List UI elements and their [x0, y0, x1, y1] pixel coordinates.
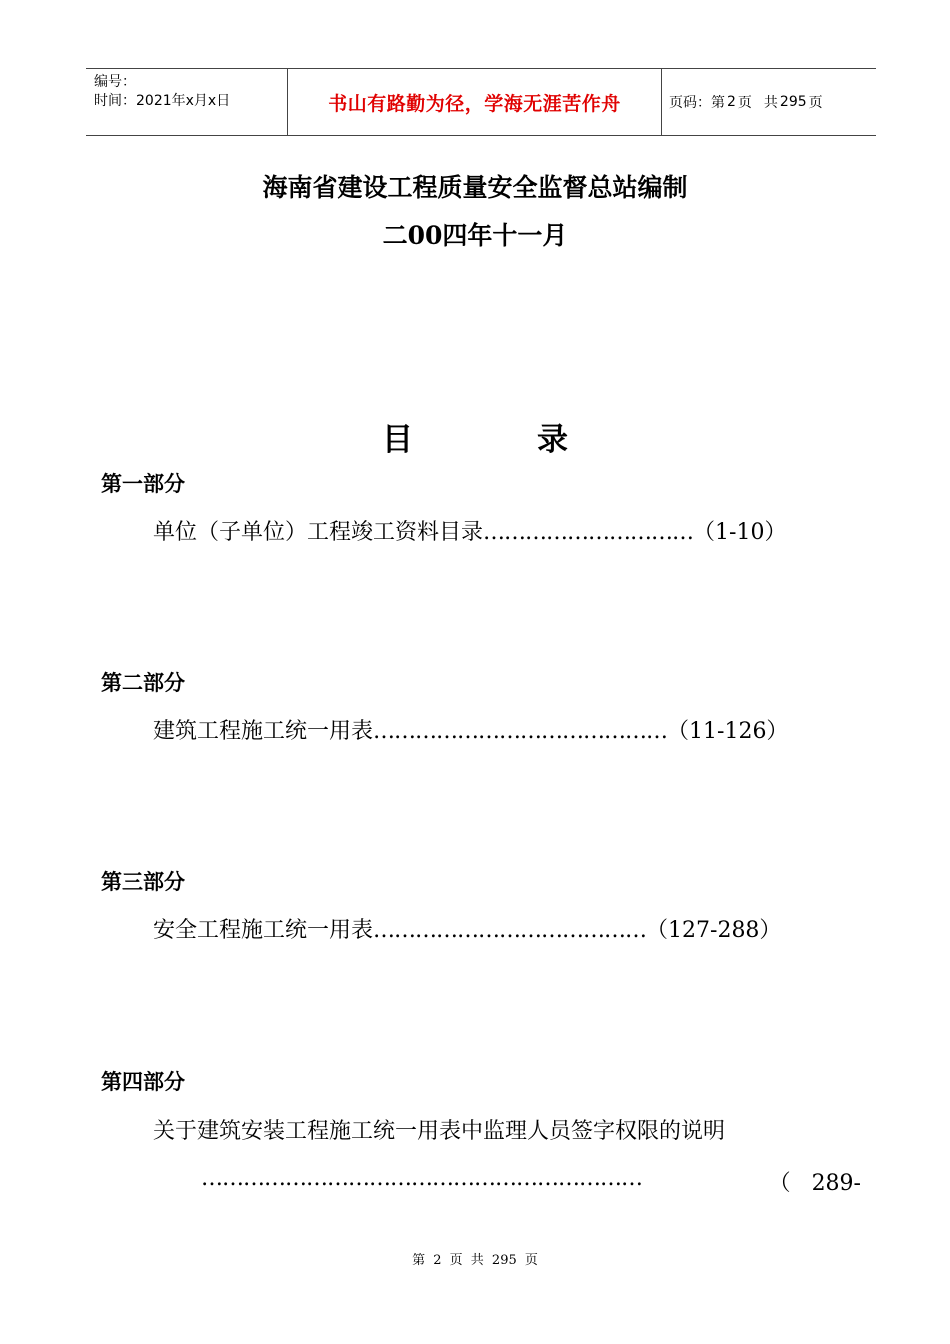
part-2-heading: 第二部分 — [101, 671, 185, 695]
doc-time-label: 时间：2021年x月x日 — [94, 93, 231, 109]
toc-entry-2-dots: …………………………………… — [373, 719, 668, 744]
total-label: 共 — [763, 95, 778, 111]
toc-entry-1-dots: ………………………… — [483, 520, 694, 545]
toc-entry-1-range: （1-10） — [693, 520, 787, 545]
author-line: 海南省建设工程质量安全监督总站编制 — [262, 173, 688, 202]
header-page-info — [669, 69, 825, 135]
toc-entry-4-range-open: （ — [768, 1171, 791, 1196]
page-header — [86, 68, 876, 136]
header-motto: 书山有路勤为径，学海无涯苦作舟 — [287, 69, 662, 135]
page-footer: 第 2 页 共 295 页 — [412, 1253, 538, 1268]
part-4-heading: 第四部分 — [101, 1070, 185, 1094]
toc-entry-3-text: 安全工程施工统一用表 — [153, 918, 374, 943]
toc-entry-4-line2[interactable] — [201, 1166, 861, 1197]
toc-entry-4-text[interactable]: 关于建筑安装工程施工统一用表中监理人员签字权限的说明 — [153, 1119, 726, 1144]
header-meta — [94, 73, 230, 111]
toc-entry-3-range: （127-288） — [646, 918, 782, 943]
part-1-heading: 第一部分 — [101, 472, 185, 496]
date-line: 二00四年十一月 — [382, 221, 568, 250]
toc-entry-1[interactable] — [101, 508, 861, 558]
toc-entry-2-text: 建筑工程施工统一用表 — [153, 719, 374, 744]
toc-entry-3[interactable] — [101, 906, 861, 956]
page-label: 页码：第 — [669, 95, 725, 111]
toc-title-left: 目 — [382, 422, 413, 458]
toc-entry-4-range: 289- — [811, 1171, 861, 1196]
toc-entry-2-range: （11-126） — [667, 719, 789, 744]
doc-number-label: 编号： — [94, 74, 136, 90]
toc-entry-3-dots: ………………………………… — [373, 918, 647, 943]
total-pages: 295 — [779, 94, 807, 110]
part-3-heading: 第三部分 — [101, 870, 185, 894]
page-number: 2 — [727, 94, 736, 110]
toc-entry-1-text: 单位（子单位）工程竣工资料目录 — [153, 520, 484, 545]
toc-title-right: 录 — [537, 422, 568, 458]
toc-entry-4-dots: ……………………………………………………… — [201, 1166, 642, 1191]
toc-entry-2[interactable] — [101, 707, 861, 757]
toc-title — [0, 414, 950, 459]
page-unit: 页 — [737, 95, 752, 111]
total-unit: 页 — [808, 95, 823, 111]
toc-entry-4-range-group — [769, 1166, 861, 1197]
